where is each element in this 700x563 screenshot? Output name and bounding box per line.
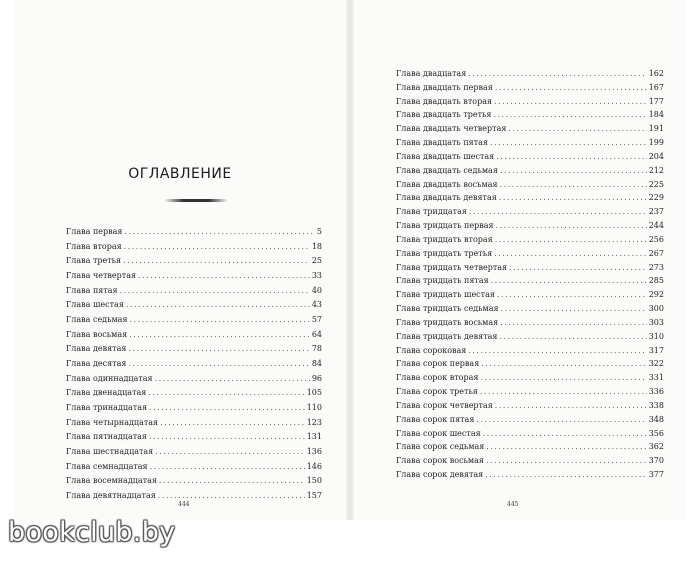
toc-entry-page: 43 — [311, 300, 322, 310]
toc-entry-label: Глава шестнадцатая — [66, 446, 154, 456]
toc-entry — [396, 385, 664, 399]
toc-entry — [396, 150, 664, 164]
toc-entry — [396, 233, 664, 247]
toc-entry-label: Глава тридцать девятая — [396, 331, 498, 341]
dot-leader — [501, 302, 647, 316]
toc-entry-page: 256 — [648, 234, 664, 244]
page-number-right: 445 — [507, 501, 519, 508]
toc-entry — [66, 254, 322, 269]
dot-leader — [124, 240, 310, 255]
toc-entry — [66, 460, 322, 475]
toc-entry-page: 105 — [306, 388, 322, 398]
toc-entry-page: 177 — [648, 96, 664, 106]
toc-entry — [66, 372, 322, 387]
dot-leader — [483, 427, 647, 441]
toc-entry — [66, 401, 322, 416]
toc-entry-label: Глава двадцать пятая — [396, 138, 488, 148]
toc-entry — [66, 313, 322, 328]
toc-entry-page: 292 — [648, 290, 664, 300]
toc-entry-page: 336 — [648, 387, 664, 397]
dot-leader — [495, 399, 647, 413]
toc-entry-label: Глава тринадцатая — [66, 402, 148, 412]
heading-divider — [164, 199, 228, 202]
toc-entry-page: 199 — [648, 138, 664, 148]
dot-leader — [493, 108, 646, 122]
toc-entry — [396, 454, 664, 468]
toc-entry — [396, 302, 664, 316]
toc-entry — [396, 371, 664, 385]
dot-leader — [476, 413, 646, 427]
toc-entry-page: 40 — [311, 285, 322, 295]
toc-entry — [66, 474, 322, 489]
toc-entry — [396, 205, 664, 219]
toc-entry-page: 136 — [306, 446, 322, 456]
toc-entry-label: Глава тридцать четвертая — [396, 262, 508, 272]
toc-entry-label: Глава сорок шестая — [396, 428, 481, 438]
toc-list-left — [66, 225, 322, 503]
toc-entry — [396, 247, 664, 261]
toc-entry-page: 150 — [306, 476, 322, 486]
toc-entry-label: Глава седьмая — [66, 314, 128, 324]
toc-entry-page: 273 — [648, 262, 664, 272]
dot-leader — [120, 284, 310, 299]
dot-leader — [149, 430, 305, 445]
toc-entry-label: Глава двадцать третья — [396, 110, 492, 120]
toc-entry-label: Глава четырнадцатая — [66, 417, 159, 427]
toc-entry — [396, 164, 664, 178]
dot-leader — [128, 357, 309, 372]
toc-entry-page: 57 — [311, 314, 322, 324]
dot-leader — [500, 164, 647, 178]
toc-entry-label: Глава восьмая — [66, 329, 128, 339]
dot-leader — [155, 445, 304, 460]
dot-leader — [149, 401, 305, 416]
dot-leader — [129, 328, 310, 343]
toc-entry-page: 78 — [311, 344, 322, 354]
toc-entry-page: 322 — [648, 359, 664, 369]
toc-entry — [396, 316, 664, 330]
toc-entry-label: Глава четвертая — [66, 270, 137, 280]
toc-entry-label: Глава двадцать девятая — [396, 193, 497, 203]
toc-entry — [396, 468, 664, 482]
toc-entry — [66, 240, 322, 255]
toc-entry-page: 5 — [316, 227, 322, 236]
toc-entry-label: Глава двадцатая — [396, 69, 467, 78]
toc-entry — [396, 136, 664, 150]
toc-entry-page: 84 — [311, 358, 322, 368]
toc-entry-label: Глава тридцать пятая — [396, 276, 489, 286]
dot-leader — [494, 95, 647, 109]
dot-leader — [468, 67, 646, 81]
toc-entry-label: Глава сорок седьмая — [396, 442, 485, 452]
dot-leader — [495, 81, 647, 95]
toc-entry-label: Глава тридцатая — [396, 207, 467, 217]
toc-entry-page: 191 — [648, 124, 664, 134]
toc-entry-label: Глава сорок вторая — [396, 373, 479, 383]
dot-leader — [150, 460, 305, 475]
watermark-logo: bookclub.by — [8, 517, 176, 548]
toc-entry — [396, 357, 664, 371]
toc-entry-page: 303 — [648, 317, 664, 327]
dot-leader — [500, 316, 647, 330]
toc-entry-label: Глава сорок третья — [396, 387, 478, 397]
toc-entry-label: Глава пятнадцатая — [66, 432, 147, 442]
toc-entry — [66, 489, 322, 504]
toc-entry-page: 33 — [311, 270, 322, 280]
toc-entry — [396, 95, 664, 109]
toc-entry-label: Глава шестая — [66, 300, 124, 310]
toc-entry-page: 377 — [648, 470, 664, 480]
toc-entry — [66, 225, 322, 240]
dot-leader — [469, 205, 647, 219]
dot-leader — [480, 385, 647, 399]
dot-leader — [486, 454, 647, 468]
toc-entry-label: Глава восемнадцатая — [66, 476, 157, 486]
dot-leader — [509, 261, 647, 275]
toc-entry-label: Глава вторая — [66, 241, 122, 251]
dot-leader — [468, 344, 646, 358]
toc-entry-label: Глава сороковая — [396, 345, 467, 355]
toc-entry-page: 237 — [648, 207, 664, 217]
toc-entry-label: Глава тридцать третья — [396, 248, 493, 258]
toc-entry-page: 157 — [306, 490, 322, 500]
dot-leader — [499, 191, 647, 205]
dot-leader — [159, 474, 305, 489]
toc-entry-page: 267 — [648, 248, 664, 258]
toc-entry — [396, 67, 664, 81]
toc-entry-label: Глава первая — [66, 227, 123, 236]
dot-leader — [494, 247, 647, 261]
dot-leader — [490, 136, 647, 150]
toc-entry — [396, 122, 664, 136]
toc-entry-page: 204 — [648, 151, 664, 161]
toc-entry — [66, 342, 322, 357]
toc-entry-label: Глава девятая — [66, 344, 127, 354]
toc-entry-label: Глава двадцать шестая — [396, 151, 495, 161]
toc-entry — [396, 344, 664, 358]
dot-leader — [123, 254, 310, 269]
toc-entry-page: 356 — [648, 428, 664, 438]
dot-leader — [128, 342, 309, 357]
toc-entry-page: 162 — [648, 69, 664, 78]
toc-entry — [396, 440, 664, 454]
dot-leader — [499, 330, 646, 344]
toc-entry-page: 229 — [648, 193, 664, 203]
toc-entry — [396, 427, 664, 441]
toc-entry — [66, 298, 322, 313]
book-spine — [346, 0, 354, 520]
toc-entry — [396, 219, 664, 233]
left-page — [14, 0, 346, 520]
dot-leader — [508, 122, 646, 136]
toc-entry-label: Глава двадцать четвертая — [396, 124, 507, 134]
toc-entry-page: 285 — [648, 276, 664, 286]
toc-entry-label: Глава тридцать первая — [396, 221, 494, 231]
dot-leader — [130, 313, 310, 328]
right-page — [354, 0, 686, 520]
dot-leader — [485, 468, 647, 482]
toc-entry-page: 348 — [648, 414, 664, 424]
toc-entry-label: Глава тридцать шестая — [396, 290, 495, 300]
toc-entry — [66, 328, 322, 343]
toc-heading: ОГЛАВЛЕНИЕ — [128, 166, 232, 182]
toc-entry — [396, 191, 664, 205]
toc-entry-page: 317 — [648, 345, 664, 355]
toc-entry-label: Глава одиннадцатая — [66, 373, 153, 383]
toc-entry-label: Глава сорок первая — [396, 359, 480, 369]
dot-leader — [481, 357, 646, 371]
toc-entry — [66, 416, 322, 431]
dot-leader — [155, 372, 310, 387]
toc-entry-label: Глава тридцать восьмая — [396, 317, 499, 327]
dot-leader — [124, 225, 314, 240]
toc-entry — [396, 178, 664, 192]
toc-entry-page: 212 — [648, 165, 664, 175]
toc-entry — [396, 81, 664, 95]
toc-entry — [396, 288, 664, 302]
toc-entry-page: 110 — [306, 402, 322, 412]
dot-leader — [160, 416, 305, 431]
toc-entry — [66, 445, 322, 460]
page-number-left: 444 — [178, 501, 190, 508]
toc-entry — [66, 357, 322, 372]
toc-entry-label: Глава двадцать седьмая — [396, 165, 498, 175]
toc-list-right — [396, 67, 664, 482]
toc-entry — [396, 413, 664, 427]
toc-entry — [396, 330, 664, 344]
toc-entry-page: 146 — [306, 461, 322, 471]
toc-entry-label: Глава третья — [66, 256, 122, 266]
toc-entry-label: Глава девятнадцатая — [66, 490, 156, 500]
toc-entry-label: Глава двенадцатая — [66, 388, 147, 398]
dot-leader — [486, 440, 646, 454]
toc-entry-page: 18 — [311, 241, 322, 251]
toc-entry-label: Глава двадцать восьмая — [396, 179, 498, 189]
toc-entry — [396, 274, 664, 288]
toc-entry-label: Глава двадцать вторая — [396, 96, 493, 106]
toc-entry-label: Глава двадцать первая — [396, 82, 493, 92]
dot-leader — [496, 219, 647, 233]
toc-entry-label: Глава пятая — [66, 285, 118, 295]
toc-entry — [396, 108, 664, 122]
toc-entry — [66, 269, 322, 284]
toc-entry — [396, 261, 664, 275]
dot-leader — [500, 178, 647, 192]
toc-entry-page: 300 — [648, 304, 664, 314]
toc-entry-page: 167 — [648, 82, 664, 92]
toc-entry-label: Глава тридцать седьмая — [396, 304, 499, 314]
toc-entry-page: 310 — [648, 331, 664, 341]
toc-entry-page: 370 — [648, 456, 664, 466]
dot-leader — [138, 269, 310, 284]
toc-entry-label: Глава сорок восьмая — [396, 456, 484, 466]
toc-entry-label: Глава десятая — [66, 358, 127, 368]
dot-leader — [495, 233, 647, 247]
toc-entry-page: 96 — [311, 373, 322, 383]
toc-entry-page: 331 — [648, 373, 664, 383]
dot-leader — [497, 288, 647, 302]
toc-entry-page: 225 — [648, 179, 664, 189]
toc-entry-label: Глава сорок пятая — [396, 414, 475, 424]
dot-leader — [480, 371, 646, 385]
toc-entry-page: 338 — [648, 400, 664, 410]
toc-entry-page: 25 — [311, 256, 322, 266]
dot-leader — [126, 298, 310, 313]
toc-entry-label: Глава сорок четвертая — [396, 400, 493, 410]
toc-entry-page: 123 — [306, 417, 322, 427]
toc-entry-label: Глава семнадцатая — [66, 461, 148, 471]
toc-entry-page: 244 — [648, 221, 664, 231]
toc-entry-label: Глава сорок девятая — [396, 470, 484, 480]
dot-leader — [148, 386, 304, 401]
toc-entry — [66, 386, 322, 401]
toc-entry-page: 362 — [648, 442, 664, 452]
toc-entry — [66, 284, 322, 299]
dot-leader — [491, 274, 647, 288]
toc-entry — [66, 430, 322, 445]
toc-entry-page: 64 — [311, 329, 322, 339]
dot-leader — [496, 150, 646, 164]
toc-entry — [396, 399, 664, 413]
toc-entry-page: 131 — [306, 432, 322, 442]
toc-entry-label: Глава тридцать вторая — [396, 234, 493, 244]
toc-entry-page: 184 — [648, 110, 664, 120]
